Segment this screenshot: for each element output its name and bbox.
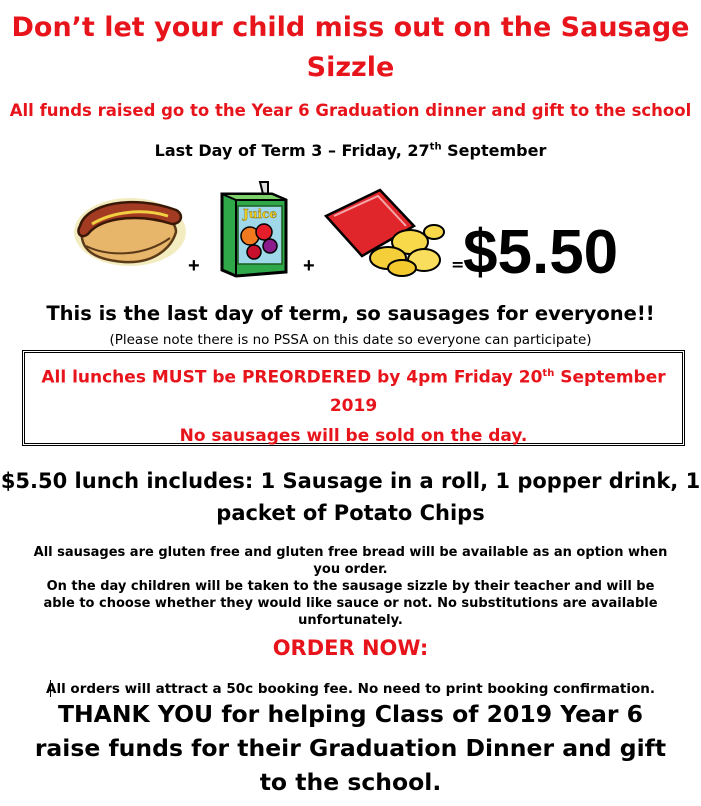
- preorder-suffix: September 2019: [329, 367, 666, 416]
- plus-sign-2: +: [303, 255, 315, 277]
- preorder-line: [25, 360, 682, 420]
- chips-packet-icon: [322, 186, 446, 278]
- gluten-note: All sausages are gluten free and gluten free bread will be available as an option when you order.: [33, 545, 668, 577]
- hotdog-icon: [72, 186, 190, 274]
- preorder-sup: th: [542, 368, 555, 379]
- day-note: On the day children will be taken to the sausage sizzle by their teacher and will be able to choose whether they would like sauce or not. No substitutions are available unfortunately.: [43, 579, 658, 628]
- info-notes: [0, 544, 701, 629]
- preorder-box: [22, 350, 685, 446]
- last-day-suffix: September: [441, 141, 547, 160]
- pssa-note: (Please note there is no PSSA on this date so everyone can participate): [109, 332, 592, 348]
- order-now-heading: ORDER NOW:: [272, 636, 429, 660]
- preorder-prefix: All lunches MUST be PREORDERED by 4pm Friday 20: [41, 367, 543, 388]
- price: $5.50: [463, 218, 619, 287]
- no-sale-line: No sausages will be sold on the day.: [179, 426, 528, 446]
- equals-sign: =: [451, 255, 465, 274]
- thank-you-line: THANK YOU for helping Class of 2019 Year 6 raise funds for their Graduation Dinner and gift to the school.: [34, 700, 667, 796]
- plus-sign-1: +: [188, 255, 200, 277]
- last-day-prefix: Last Day of Term 3 – Friday, 27: [154, 141, 430, 160]
- includes-line: $5.50 lunch includes: 1 Sausage in a roll, 1 popper drink, 1 packet of Potato Chips: [0, 469, 701, 525]
- juice-label: Juice: [243, 207, 277, 221]
- last-day-sup: th: [429, 141, 442, 153]
- juice-box-icon: [216, 180, 292, 278]
- everyone-line: This is the last day of term, so sausages for everyone!!: [46, 302, 655, 325]
- funds-line: All funds raised go to the Year 6 Graduation dinner and gift to the school: [9, 101, 692, 120]
- fee-note: All orders will attract a 50c booking fee. No need to print booking confirmation.: [46, 681, 655, 697]
- flyer-title: Don’t let your child miss out on the Sausage Sizzle: [11, 12, 690, 83]
- last-day-line: [0, 141, 701, 160]
